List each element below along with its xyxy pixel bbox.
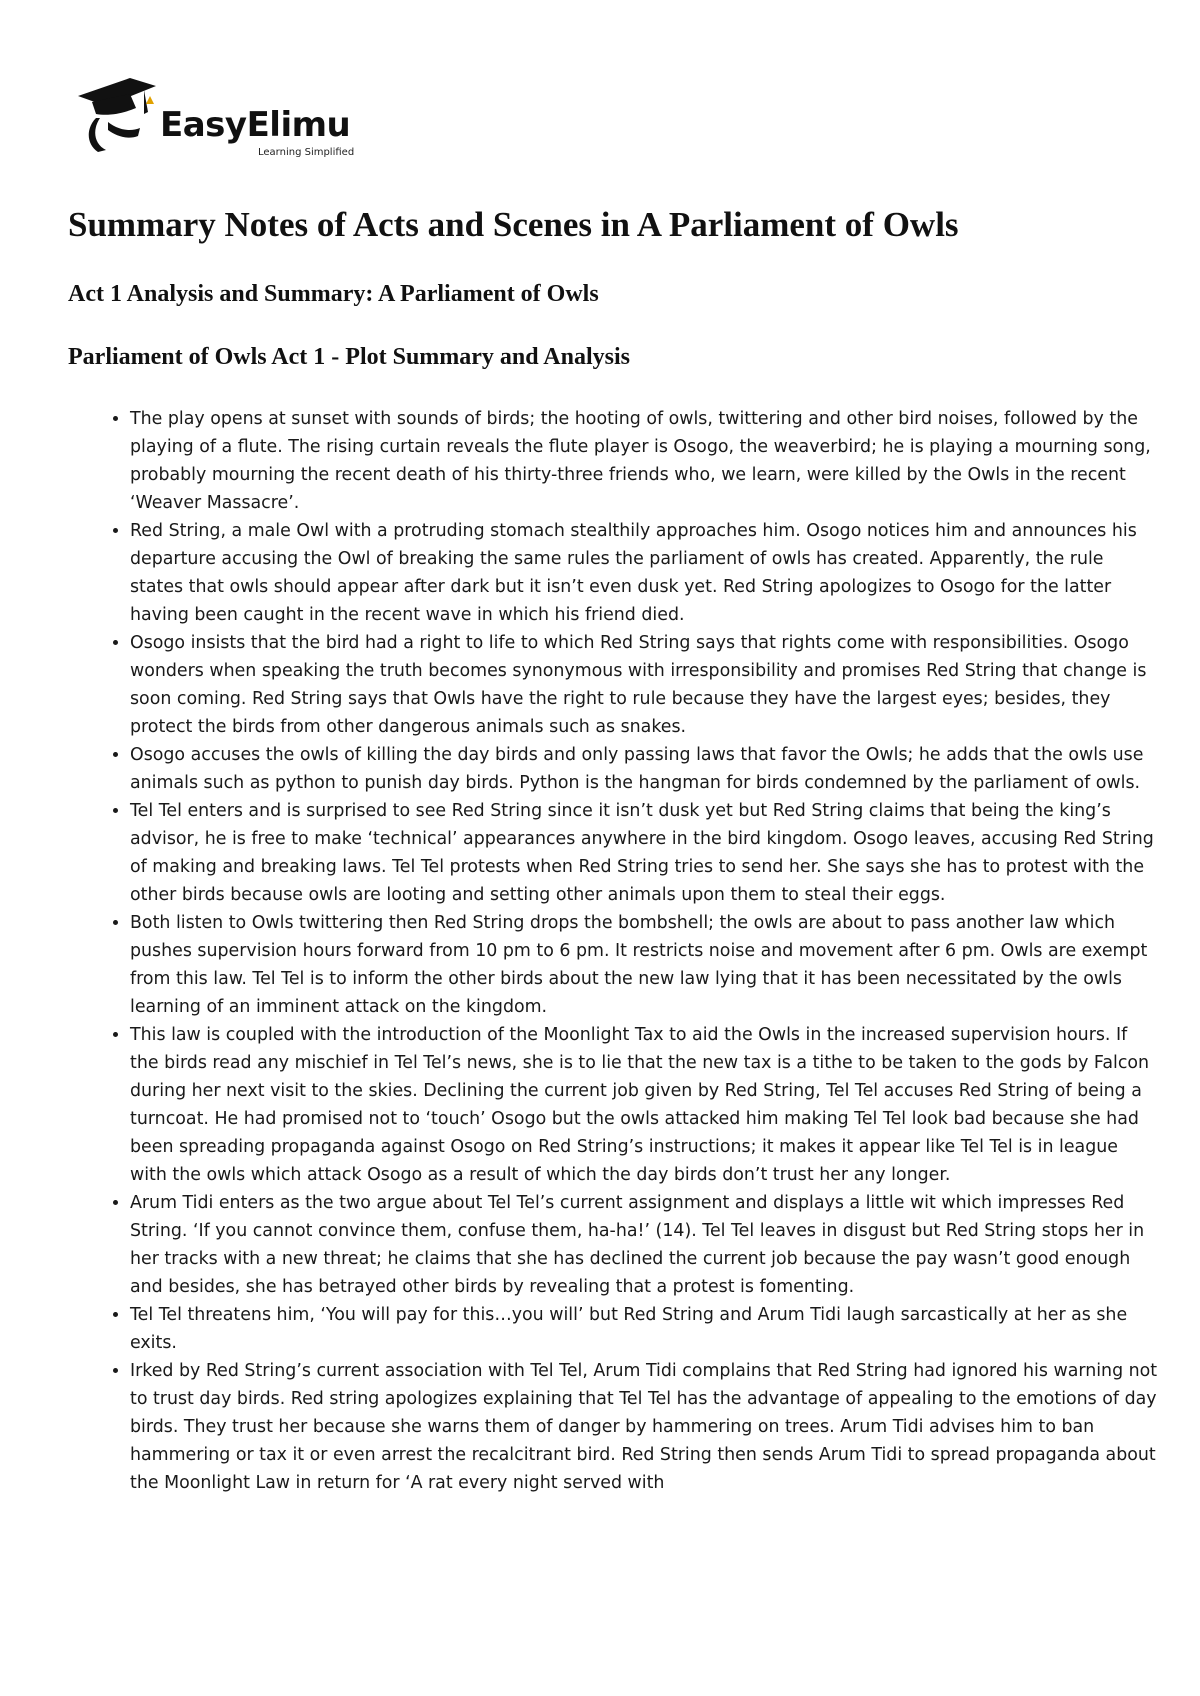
bullet-item: • Osogo insists that the bird had a right to life to which Red String says that rights come with responsibilities. Osogo wonders when speaking the truth becomes synonymous with irresponsibility and promises Red String that change is soon coming. Red String says that Owls have the right to rule because they have the largest eyes; besides, they protect the birds from other dangerous animals such as snakes. <box>130 629 1158 741</box>
bullet-item: • Tel Tel threatens him, ‘You will pay for this…you will’ but Red String and Arum Tidi laugh sarcastically at her as she exits. <box>130 1301 1158 1357</box>
bullet-item: • The play opens at sunset with sounds of birds; the hooting of owls, twittering and other bird noises, followed by the playing of a flute. The rising curtain reveals the flute player is Osogo, the weaverbird; he is playing a mourning song, probably mourning the recent death of his thirty-three friends who, we learn, were killed by the Owls in the recent ‘Weaver Massacre’. <box>130 405 1158 517</box>
bullet-item: • This law is coupled with the introduction of the Moonlight Tax to aid the Owls in the increased supervision hours. If the birds read any mischief in Tel Tel’s news, she is to lie that the new tax is a tithe to be taken to the gods by Falcon during her next visit to the skies. Declining the current job given by Red String, Tel Tel accuses Red String of being a turncoat. He had promised not to ‘touch’ Osogo but the owls attacked him making Tel Tel look bad because she had been spreading propaganda against Osogo on Red String’s instructions; it makes it appear like Tel Tel is in league with the owls which attack Osogo as a result of which the day birds don’t trust her any longer. <box>130 1021 1158 1189</box>
bullet-item: • Osogo accuses the owls of killing the day birds and only passing laws that favor the Owls; he adds that the owls use animals such as python to punish day birds. Python is the hangman for birds condemned by the parliament of owls. <box>130 741 1158 797</box>
easyelimu-logo <box>78 78 378 173</box>
logo-tagline: Learning Simplified <box>258 147 355 158</box>
summary-bullet-list <box>116 405 1158 1497</box>
bullet-item: • Red String, a male Owl with a protruding stomach stealthily approaches him. Osogo notices him and announces his departure accusing the Owl of breaking the same rules the parliament of owls has created. Apparently, the rule states that owls should appear after dark but it isn’t even dusk yet. Red String apologizes to Osogo for the latter having been caught in the recent wave in which his friend died. <box>130 517 1158 629</box>
bullet-item: • Arum Tidi enters as the two argue about Tel Tel’s current assignment and displays a little wit which impresses Red String. ‘If you cannot convince them, confuse them, ha-ha!’ (14). Tel Tel leaves in disgust but Red String stops her in her tracks with a new threat; he claims that she has declined the current job because the pay wasn’t good enough and besides, she has betrayed other birds by revealing that a protest is fomenting. <box>130 1189 1158 1301</box>
section-heading: Parliament of Owls Act 1 - Plot Summary and Analysis <box>68 344 630 370</box>
logo-wordmark: EasyElimu <box>160 105 351 145</box>
page-title: Summary Notes of Acts and Scenes in A Parliament of Owls <box>68 205 959 244</box>
bullet-item: • Tel Tel enters and is surprised to see Red String since it isn’t dusk yet but Red String claims that being the king’s advisor, he is free to make ‘technical’ appearances anywhere in the bird kingdom. Osogo leaves, accusing Red String of making and breaking laws. Tel Tel protests when Red String tries to send her. She says she has to protest with the other birds because owls are looting and setting other animals upon them to steal their eggs. <box>130 797 1158 909</box>
bullet-item: • Irked by Red String’s current association with Tel Tel, Arum Tidi complains that Red String had ignored his warning not to trust day birds. Red string apologizes explaining that Tel Tel has the advantage of appealing to the emotions of day birds. They trust her because she warns them of danger by hammering on trees. Arum Tidi advises him to ban hammering or tax it or even arrest the recalcitrant bird. Red String then sends Arum Tidi to spread propaganda about the Moonlight Law in return for ‘A rat every night served with <box>130 1357 1158 1497</box>
bullet-item: • Both listen to Owls twittering then Red String drops the bombshell; the owls are about to pass another law which pushes supervision hours forward from 10 pm to 6 pm. It restricts noise and movement after 6 pm. Owls are exempt from this law. Tel Tel is to inform the other birds about the new law lying that it has been necessitated by the owls learning of an imminent attack on the kingdom. <box>130 909 1158 1021</box>
subtitle-heading: Act 1 Analysis and Summary: A Parliament of Owls <box>68 281 599 307</box>
